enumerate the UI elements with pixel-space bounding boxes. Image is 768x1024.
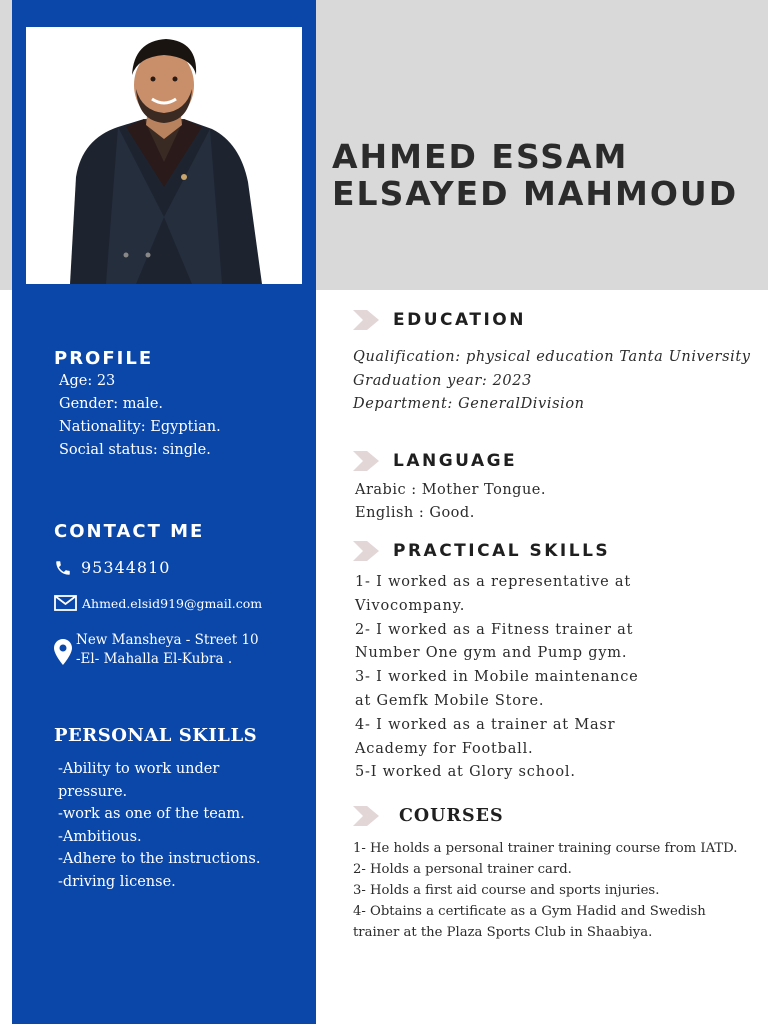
profile-gender: Gender: male. (59, 396, 164, 412)
education-section-header (353, 310, 526, 330)
contact-address (54, 631, 259, 668)
profile-photo (26, 27, 302, 284)
personal-skill-item: pressure. (58, 783, 128, 800)
language-item: English : Good. (355, 505, 475, 521)
courses-list (353, 838, 748, 943)
contact-heading: CONTACT ME (54, 521, 205, 542)
personal-skill-item: -Adhere to the instructions. (58, 851, 261, 868)
email-address[interactable]: Ahmed.elsid919@gmail.com (82, 595, 263, 611)
language-section-header (353, 451, 517, 471)
phone-number[interactable]: 95344810 (81, 558, 171, 577)
profile-heading: PROFILE (54, 348, 154, 369)
name-line-1: AHMED ESSAM (332, 137, 629, 176)
profile-nationality: Nationality: Egyptian. (59, 419, 221, 435)
language-list (355, 479, 546, 525)
contact-phone (54, 558, 170, 577)
practical-skills-heading: PRACTICAL SKILLS (393, 541, 611, 561)
name-line-2: ELSAYED MAHMOUD (332, 174, 739, 213)
profile-age: Age: 23 (59, 373, 116, 389)
address-line-1: New Mansheya - Street 10 (76, 632, 259, 648)
practical-skills-section-header (353, 541, 610, 561)
personal-skill-item: -Ability to work under (58, 761, 220, 777)
personal-skill-item: -work as one of the team. (58, 806, 245, 823)
course-item: 4- Obtains a certificate as a Gym Hadid and Swedish trainer at the Plaza Sports Club in Shaabiya. (353, 904, 706, 940)
envelope-icon (54, 595, 77, 611)
location-pin-icon (54, 639, 72, 665)
address-line-2: -El- Mahalla El-Kubra . (76, 650, 233, 667)
education-qualification: Qualification: physical education Tanta University (353, 349, 751, 365)
profile-list (59, 370, 221, 462)
course-item: 3- Holds a first aid course and sports injuries. (353, 883, 660, 898)
courses-section-header (353, 806, 504, 826)
practical-skill-line: 1- I worked as a representative at (355, 574, 632, 590)
person-portrait-image (26, 27, 302, 284)
contact-email (54, 595, 262, 611)
personal-skill-item: -driving license. (58, 873, 176, 890)
personal-skills-list (58, 758, 260, 894)
personal-skills-heading: PERSONAL SKILLS (54, 725, 258, 746)
practical-skill-line: at Gemfk Mobile Store. (355, 692, 545, 709)
chevron-right-icon (353, 541, 379, 561)
education-heading: EDUCATION (393, 310, 526, 330)
course-item: 1- He holds a personal trainer training course from IATD. (353, 841, 738, 856)
practical-skill-line: 2- I worked as a Fitness trainer at (355, 621, 634, 638)
chevron-right-icon (353, 806, 379, 826)
phone-icon (54, 559, 72, 577)
practical-skill-line: 4- I worked as a trainer at Masr (355, 716, 616, 733)
practical-skill-line: 5-I worked at Glory school. (355, 764, 576, 781)
practical-skill-line: Vivocompany. (355, 597, 466, 614)
candidate-name (332, 138, 762, 212)
address (76, 631, 259, 668)
language-item: Arabic : Mother Tongue. (355, 482, 546, 498)
practical-skill-line: Number One gym and Pump gym. (355, 645, 628, 662)
education-department: Department: GeneralDivision (353, 396, 585, 412)
courses-heading: COURSES (399, 806, 504, 826)
practical-skills-list (355, 571, 675, 785)
education-graduation-year: Graduation year: 2023 (353, 372, 532, 389)
chevron-right-icon (353, 451, 379, 471)
practical-skill-line: 3- I worked in Mobile maintenance (355, 669, 639, 686)
profile-social-status: Social status: single. (59, 442, 211, 458)
chevron-right-icon (353, 310, 379, 330)
course-item: 2- Holds a personal trainer card. (353, 862, 572, 877)
education-details (353, 346, 753, 417)
personal-skill-item: -Ambitious. (58, 828, 142, 845)
practical-skill-line: Academy for Football. (355, 740, 534, 757)
language-heading: LANGUAGE (393, 451, 518, 471)
